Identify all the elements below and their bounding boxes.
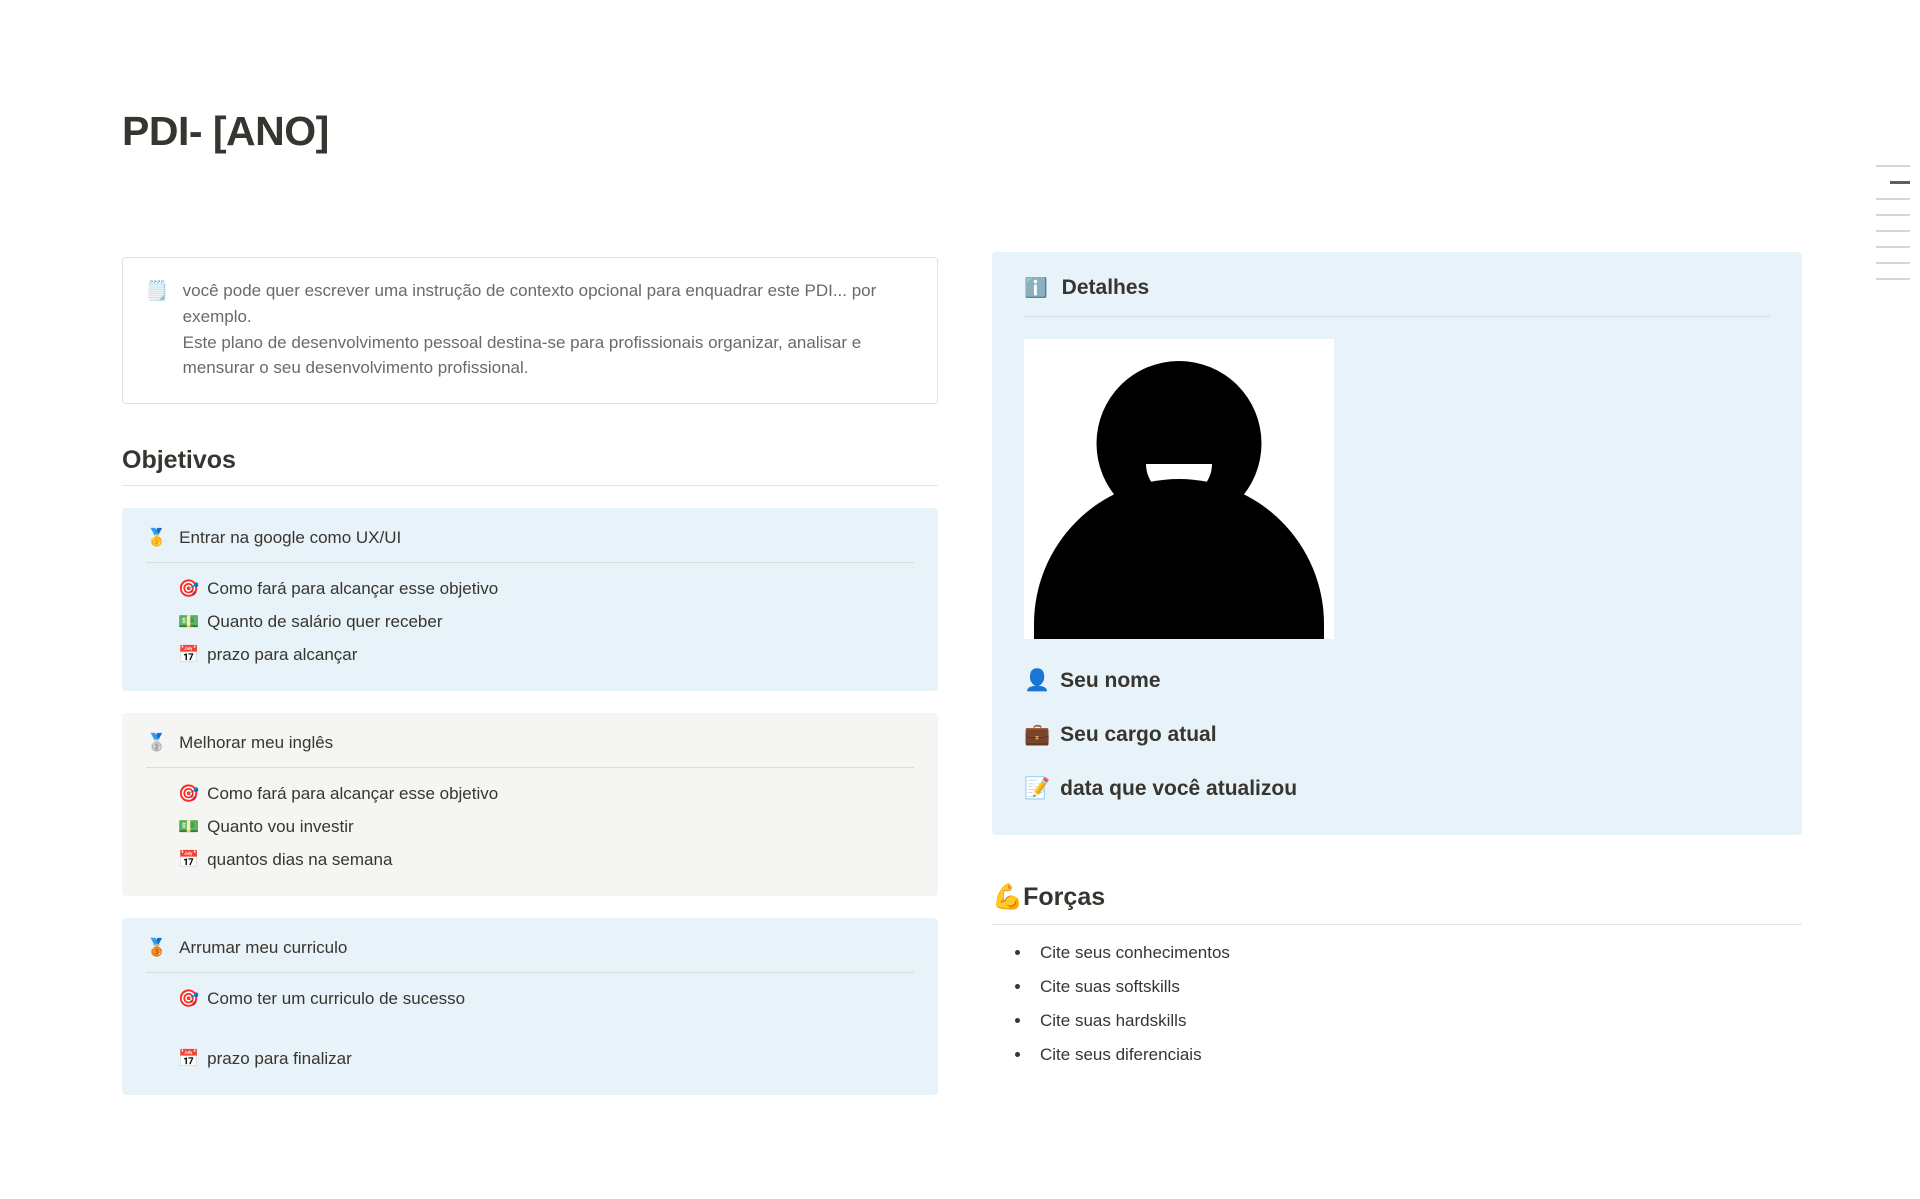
money-icon: 💵: [178, 817, 200, 837]
goal-item[interactable]: [178, 989, 914, 1009]
money-icon: 💵: [178, 612, 200, 632]
detail-row-name[interactable]: [1024, 669, 1770, 693]
list-item: • Cite suas softskills: [1032, 977, 1802, 997]
minimap-bar[interactable]: [1876, 262, 1910, 264]
detail-label: Seu nome: [1060, 669, 1161, 692]
callout-text: [183, 278, 915, 381]
goal-item-list: [146, 784, 914, 870]
list-item: • Cite seus diferenciais: [1032, 1045, 1802, 1065]
details-card: [992, 252, 1802, 835]
minimap-bar[interactable]: [1876, 230, 1910, 232]
goal-header: [146, 733, 914, 768]
right-column: [992, 252, 1802, 1079]
goal-title: Entrar na google como UX/UI: [179, 528, 402, 548]
memo-icon: 📝: [1024, 777, 1051, 800]
goal-header: [146, 938, 914, 973]
goal-item-label: Quanto vou investir: [207, 817, 354, 837]
avatar-body: [1034, 479, 1324, 639]
minimap-bar-active[interactable]: [1890, 181, 1910, 184]
calendar-icon: 📅: [178, 1049, 200, 1069]
goal-item-label: Como fará para alcançar esse objetivo: [207, 784, 499, 804]
goal-item-label: Como ter um curriculo de sucesso: [207, 989, 466, 1009]
details-title: Detalhes: [1061, 276, 1150, 299]
goal-item[interactable]: [178, 1049, 914, 1069]
goal-item-list: [146, 989, 914, 1069]
goal-title: Melhorar meu inglês: [179, 733, 334, 753]
goal-item-label: Quanto de salário quer receber: [207, 612, 443, 632]
minimap-bar[interactable]: [1876, 214, 1910, 216]
goal-card[interactable]: [122, 918, 938, 1095]
goal-item[interactable]: [178, 817, 914, 837]
callout-line-2: Este plano de desenvolvimento pessoal destina-se para profissionais organizar, analisar e mensurar o seu desenvolvimento profissional.: [182, 332, 862, 378]
target-icon: 🎯: [178, 989, 200, 1009]
list-item: • Cite seus conhecimentos: [1032, 943, 1802, 963]
detail-label: Seu cargo atual: [1060, 723, 1217, 746]
goal-item[interactable]: [178, 784, 914, 804]
goal-title: Arrumar meu curriculo: [179, 938, 348, 958]
calendar-icon: 📅: [178, 645, 200, 665]
briefcase-icon: 💼: [1024, 723, 1051, 746]
goal-item-label: quantos dias na semana: [207, 850, 393, 870]
goal-card[interactable]: [122, 713, 938, 896]
callout-line-1: você pode quer escrever uma instrução de contexto opcional para enquadrar este PDI... por exemplo.: [182, 281, 877, 326]
forcas-list: [992, 943, 1802, 1065]
objectives-heading: Objetivos: [122, 446, 938, 486]
info-icon: ℹ️: [1024, 278, 1048, 299]
forcas-heading-label: Forças: [1023, 883, 1106, 911]
list-item: • Cite suas hardskills: [1032, 1011, 1802, 1031]
goal-item-list: [146, 579, 914, 665]
goal-item[interactable]: [178, 850, 914, 870]
notebook-icon: 🗒️: [145, 281, 169, 302]
target-icon: 🎯: [178, 784, 200, 804]
goal-item-label: Como fará para alcançar esse objetivo: [207, 579, 499, 599]
forcas-heading: [992, 883, 1802, 925]
medal-bronze-icon: 🥉: [146, 938, 168, 958]
avatar: [1024, 339, 1334, 639]
medal-gold-icon: 🥇: [146, 528, 168, 548]
page-title: PDI- [ANO]: [122, 108, 329, 154]
context-callout: [122, 257, 938, 404]
document-minimap[interactable]: [1870, 165, 1910, 294]
detail-row-updated[interactable]: [1024, 777, 1770, 801]
goal-item-label: prazo para finalizar: [207, 1049, 352, 1069]
medal-silver-icon: 🥈: [146, 733, 168, 753]
person-icon: 👤: [1024, 669, 1051, 692]
left-column: [122, 257, 938, 1095]
goal-card[interactable]: [122, 508, 938, 691]
minimap-bar[interactable]: [1876, 278, 1910, 280]
minimap-bar[interactable]: [1876, 246, 1910, 248]
goal-header: [146, 528, 914, 563]
goal-item-label: prazo para alcançar: [207, 645, 358, 665]
detail-row-role[interactable]: [1024, 723, 1770, 747]
goal-item[interactable]: [178, 645, 914, 665]
muscle-icon: 💪: [992, 883, 1024, 911]
calendar-icon: 📅: [178, 850, 200, 870]
target-icon: 🎯: [178, 579, 200, 599]
minimap-bar[interactable]: [1876, 165, 1910, 167]
details-header: [1024, 276, 1770, 317]
goal-item[interactable]: [178, 579, 914, 599]
detail-label: data que você atualizou: [1060, 777, 1298, 800]
goal-item[interactable]: [178, 612, 914, 632]
minimap-bar[interactable]: [1876, 198, 1910, 200]
